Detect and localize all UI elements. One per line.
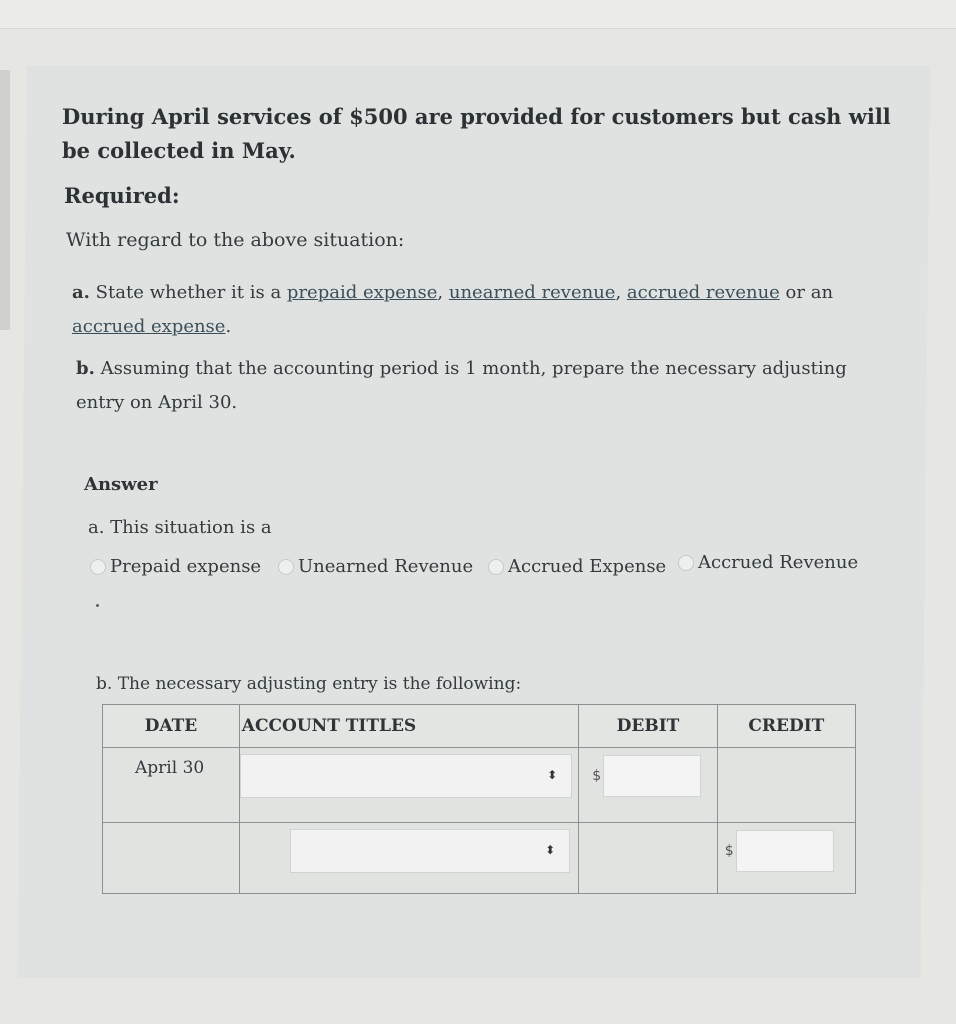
- radio-accrued-expense[interactable]: [488, 559, 504, 575]
- account-select-credit[interactable]: [290, 829, 570, 873]
- item-a-sep1: ,: [437, 282, 449, 303]
- row2-date: [103, 823, 240, 894]
- option-accrued-expense[interactable]: [488, 556, 666, 577]
- item-a: [72, 276, 872, 344]
- link-prepaid-expense[interactable]: prepaid expense: [286, 282, 438, 303]
- option-unearned-revenue[interactable]: [278, 556, 473, 577]
- option-label-prepaid: Prepaid expense: [110, 556, 262, 577]
- option-label-accrued-rev: Accrued Revenue: [698, 552, 859, 573]
- answer-heading: Answer: [84, 474, 158, 495]
- row1-credit-cell: [717, 748, 855, 823]
- item-a-text: State whether it is a: [95, 282, 287, 303]
- option-label-unearned: Unearned Revenue: [298, 556, 474, 577]
- link-accrued-expense[interactable]: accrued expense: [72, 316, 226, 337]
- item-a-end: .: [225, 316, 232, 337]
- item-a-prefix: a.: [72, 282, 90, 303]
- row1-account-cell: [239, 748, 578, 823]
- credit-dollar-sign: $: [724, 843, 734, 859]
- item-b: [76, 352, 876, 420]
- adjusting-entry-table: [102, 704, 856, 894]
- select-updown-icon: ⬍: [547, 768, 558, 782]
- option-accrued-revenue[interactable]: [678, 552, 858, 573]
- radio-prepaid-expense[interactable]: [90, 559, 106, 575]
- header-debit: DEBIT: [579, 705, 717, 748]
- answer-part-b-label: b. The necessary adjusting entry is the following:: [96, 674, 522, 694]
- debit-dollar-sign: $: [592, 768, 602, 784]
- answer-part-a-label: a. This situation is a: [88, 517, 272, 538]
- option-label-accrued-exp: Accrued Expense: [508, 556, 667, 577]
- row1-debit-cell: [579, 748, 717, 823]
- link-accrued-revenue[interactable]: accrued revenue: [626, 282, 780, 303]
- item-b-prefix: b.: [76, 358, 95, 379]
- header-credit: CREDIT: [717, 705, 855, 748]
- stray-dot: [96, 604, 99, 607]
- table-row: [103, 823, 856, 894]
- required-heading: Required:: [64, 183, 180, 208]
- situation-options: [90, 552, 870, 588]
- row2-account-cell: [239, 823, 578, 894]
- item-a-sep3: or an: [779, 282, 834, 303]
- item-a-sep2: ,: [615, 282, 627, 303]
- debit-amount-input[interactable]: [603, 755, 701, 797]
- credit-amount-input[interactable]: [736, 830, 834, 872]
- table-row: [103, 748, 856, 823]
- link-unearned-revenue[interactable]: unearned revenue: [448, 282, 616, 303]
- top-strip: [0, 0, 956, 29]
- left-edge-tab: [0, 70, 10, 330]
- item-b-text: Assuming that the accounting period is 1 month, prepare the necessary adjusting entry on April 30.: [76, 358, 847, 413]
- row1-date: April 30: [103, 748, 240, 823]
- header-date: DATE: [103, 705, 240, 748]
- select-updown-icon: ⬍: [545, 843, 556, 857]
- header-account-titles: ACCOUNT TITLES: [239, 705, 578, 748]
- question-text: During April services of $500 are provided for customers but cash will be collected in May.: [62, 104, 891, 163]
- radio-accrued-revenue[interactable]: [678, 555, 694, 571]
- row2-credit-cell: [717, 823, 855, 894]
- table-header-row: [103, 705, 856, 748]
- option-prepaid-expense[interactable]: [90, 556, 261, 577]
- radio-unearned-revenue[interactable]: [278, 559, 294, 575]
- row2-debit-cell: [579, 823, 717, 894]
- account-select-debit[interactable]: [240, 754, 572, 798]
- regard-text: With regard to the above situation:: [66, 229, 405, 251]
